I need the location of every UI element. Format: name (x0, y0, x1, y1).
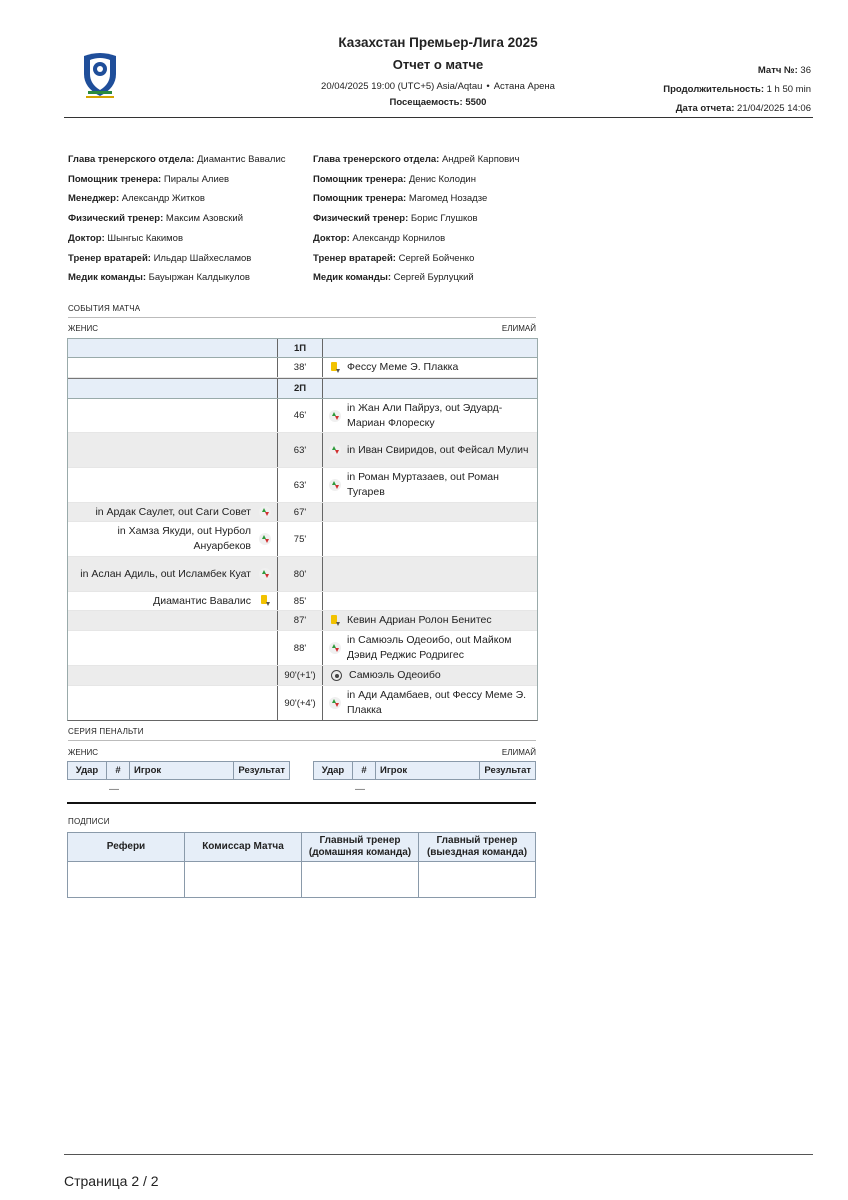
staff-name: Борис Глушков (410, 213, 478, 225)
away-staff-row (313, 249, 519, 269)
staff-name: Шынгыс Какимов (107, 232, 183, 244)
events-home-team: ЖЕНИС (68, 324, 99, 333)
home-event-cell (68, 557, 277, 591)
event-minute: 75' (277, 522, 323, 556)
period-label: 2П (277, 379, 323, 398)
event-text: in Самюэль Одеоибо, out Майком Дэвид Реджис Родригес (347, 634, 512, 661)
substitution-icon (329, 444, 341, 456)
home-event-cell (68, 399, 277, 432)
away-staff-list (313, 150, 519, 288)
event-minute: 88' (277, 631, 323, 665)
away-event-cell (323, 686, 537, 720)
event-minute: 63' (277, 468, 323, 502)
event-minute: 90'(+1') (277, 666, 323, 685)
away-staff-row (313, 268, 519, 288)
signature-header-away-coach: Главный тренер (выездная команда) (419, 833, 536, 862)
away-staff-row (313, 170, 519, 190)
away-staff-row (313, 150, 519, 170)
signature-box-home-coach (302, 862, 419, 898)
staff-name: Сергей Бойченко (398, 252, 475, 264)
staff-role: Медик команды: (313, 272, 391, 284)
event-text: in Ардак Саулет, out Саги Совет (95, 505, 251, 518)
home-event-cell (68, 631, 277, 665)
home-event-cell (68, 503, 277, 521)
match-meta (663, 61, 811, 118)
home-penalties-header-row (68, 762, 290, 780)
event-text: in Иван Свиридов, out Фейсал Мулич (347, 443, 529, 456)
separator: • (486, 81, 490, 92)
goal-ball-icon (331, 670, 342, 681)
away-staff-row (313, 209, 519, 229)
home-event-cell (68, 339, 277, 357)
match-duration (663, 80, 811, 99)
attendance-value: 5500 (465, 97, 487, 108)
column-header-number: # (107, 762, 130, 780)
staff-name: Диамантис Вавалис (196, 154, 286, 165)
staff-role: Тренер вратарей: (68, 252, 151, 264)
substitution-icon (329, 410, 341, 422)
event-row (68, 592, 537, 611)
event-row (68, 503, 537, 522)
column-header-result: Результат (234, 762, 290, 780)
duration-value: 1 h 50 min (766, 84, 811, 95)
home-staff-row (68, 170, 286, 190)
home-staff-row (68, 229, 286, 249)
event-row (68, 433, 537, 468)
signatures-section-title: ПОДПИСИ (68, 817, 110, 826)
event-text: in Жан Али Пайруз, out Эдуард-Мариан Флореску (347, 401, 503, 429)
staff-role: Доктор: (68, 232, 105, 244)
signature-header-referee: Рефери (68, 833, 185, 862)
report-header (238, 34, 638, 110)
staff-role: Тренер вратарей: (313, 252, 396, 264)
substitution-icon (259, 568, 271, 580)
event-minute: 90'(+4') (277, 686, 323, 720)
footer-divider (64, 1154, 813, 1155)
away-event-cell (323, 666, 537, 685)
penalties-home-team: ЖЕНИС (68, 748, 99, 757)
match-info (238, 80, 638, 94)
period-header-row (68, 339, 537, 358)
period-header-row (68, 378, 537, 399)
away-event-cell (323, 358, 537, 377)
home-staff-row (68, 268, 286, 288)
attendance-label: Посещаемость: (389, 97, 463, 108)
away-event-cell (323, 339, 537, 357)
home-event-cell (68, 468, 277, 502)
penalties-away-team: ЕЛИМАЙ (501, 748, 536, 757)
duration-label: Продолжительность: (663, 84, 764, 95)
event-text: in Роман Муртазаев, out Роман Тугарев (347, 471, 499, 498)
home-staff-list (68, 150, 286, 288)
home-event-cell (68, 686, 277, 720)
penalties-section-title: СЕРИЯ ПЕНАЛЬТИ (68, 727, 144, 736)
staff-name: Ильдар Шайхесламов (153, 252, 252, 264)
staff-role: Доктор: (313, 232, 350, 244)
away-staff-row (313, 229, 519, 249)
away-event-cell (323, 592, 537, 610)
event-text: in Ади Адамбаев, out Фессу Меме Э. Плакка (347, 689, 527, 716)
staff-name: Сергей Бурлуцкий (393, 272, 474, 284)
staff-role: Помощник тренера: (68, 173, 162, 185)
signatures-header-row (68, 833, 536, 862)
event-minute: 38' (277, 358, 323, 377)
staff-name: Александр Житков (121, 193, 205, 205)
staff-role: Глава тренерского отдела: (68, 154, 195, 165)
home-penalties-table (67, 761, 290, 780)
venue: Астана Арена (493, 81, 555, 92)
away-event-cell (323, 631, 537, 665)
attendance (238, 96, 638, 110)
staff-name: Денис Колодин (408, 173, 476, 185)
staff-name: Пиралы Алиев (163, 173, 230, 185)
yellow-card-icon (329, 615, 341, 627)
event-row (68, 358, 537, 378)
event-text: in Аслан Адиль, out Исламбек Куат (80, 567, 251, 580)
staff-name: Бауыржан Калдыкулов (148, 272, 250, 284)
staff-name: Магомед Нозадзе (408, 193, 488, 205)
home-staff-row (68, 189, 286, 209)
event-row (68, 468, 537, 503)
yellow-card-icon (329, 362, 341, 374)
substitution-icon (329, 642, 341, 654)
header-divider (64, 117, 813, 118)
signature-header-home-coach: Главный тренер (домашняя команда) (302, 833, 419, 862)
column-header-player: Игрок (376, 762, 480, 780)
staff-role: Менеджер: (68, 193, 120, 205)
column-header-number: # (353, 762, 376, 780)
event-minute: 85' (277, 592, 323, 610)
events-section-divider (68, 317, 536, 318)
page-number: Страница 2 / 2 (64, 1173, 159, 1189)
home-event-cell (68, 611, 277, 630)
column-header-shot: Удар (314, 762, 353, 780)
staff-name: Максим Азовский (165, 213, 244, 225)
away-event-cell (323, 468, 537, 502)
report-date (663, 99, 811, 118)
home-staff-row (68, 249, 286, 269)
home-event-cell (68, 522, 277, 556)
away-penalties-header-row (314, 762, 536, 780)
home-event-cell (68, 379, 277, 398)
away-event-cell (323, 503, 537, 521)
staff-name: Александр Корнилов (352, 232, 446, 244)
yellow-card-icon (259, 595, 271, 607)
substitution-icon (259, 533, 271, 545)
away-staff-row (313, 189, 519, 209)
staff-role: Помощник тренера: (313, 193, 407, 205)
substitution-icon (329, 479, 341, 491)
away-event-cell (323, 557, 537, 591)
away-event-cell (323, 379, 537, 398)
home-event-cell (68, 433, 277, 467)
substitution-icon (329, 697, 341, 709)
event-text: in Хамза Якуди, out Нурбол Ануарбеков (117, 525, 251, 552)
home-staff-row (68, 150, 286, 170)
home-staff-row (68, 209, 286, 229)
event-minute: 46' (277, 399, 323, 432)
signatures-blank-row (68, 862, 536, 898)
events-section-title: СОБЫТИЯ МАТЧА (68, 304, 141, 313)
event-row (68, 631, 537, 666)
staff-role: Помощник тренера: (313, 173, 407, 185)
event-row (68, 399, 537, 433)
event-row (68, 611, 537, 631)
report-title: Отчет о матче (392, 57, 484, 72)
column-header-shot: Удар (68, 762, 107, 780)
match-events-table (67, 338, 538, 721)
event-text: Самюэль Одеоибо (349, 669, 441, 681)
event-row (68, 522, 537, 557)
event-row (68, 666, 537, 686)
event-row (68, 686, 537, 720)
period-label: 1П (277, 339, 323, 357)
away-event-cell (323, 611, 537, 630)
signature-header-commissioner: Комиссар Матча (185, 833, 302, 862)
event-row (68, 557, 537, 592)
signature-box-referee (68, 862, 185, 898)
staff-role: Физический тренер: (313, 213, 409, 225)
away-event-cell (323, 522, 537, 556)
column-header-player: Игрок (130, 762, 234, 780)
staff-role: Физический тренер: (68, 213, 164, 225)
match-datetime: 20/04/2025 19:00 (UTC+5) Asia/Aqtau (321, 81, 483, 92)
staff-role: Медик команды: (68, 272, 146, 284)
away-event-cell (323, 399, 537, 432)
home-event-cell (68, 666, 277, 685)
home-event-cell (68, 358, 277, 377)
away-penalties-table (313, 761, 536, 780)
staff-role: Глава тренерского отдела: (313, 154, 440, 165)
event-minute: 63' (277, 433, 323, 467)
staff-name: Андрей Карпович (441, 154, 520, 165)
league-logo (78, 52, 122, 102)
away-penalties-empty: — (355, 784, 365, 795)
home-event-cell (68, 592, 277, 610)
penalties-bottom-rule (67, 802, 536, 804)
match-number (663, 61, 811, 80)
home-penalties-empty: — (109, 784, 119, 795)
event-text: Диамантис Вавалис (153, 594, 251, 607)
signature-box-away-coach (419, 862, 536, 898)
events-away-team: ЕЛИМАЙ (501, 324, 536, 333)
report-date-value: 21/04/2025 14:06 (737, 103, 811, 114)
signature-box-commissioner (185, 862, 302, 898)
away-event-cell (323, 433, 537, 467)
substitution-icon (259, 506, 271, 518)
event-minute: 80' (277, 557, 323, 591)
event-text: Фессу Меме Э. Плакка (347, 361, 459, 373)
signatures-table (67, 832, 536, 898)
match-number-label: Матч №: (757, 65, 798, 76)
penalties-section-divider (68, 740, 536, 741)
league-name: Казахстан Премьер-Лига 2025 (338, 35, 538, 50)
report-date-label: Дата отчета: (675, 103, 735, 114)
event-minute: 67' (277, 503, 323, 521)
event-minute: 87' (277, 611, 323, 630)
event-text: Кевин Адриан Ролон Бенитес (347, 614, 492, 626)
column-header-result: Результат (480, 762, 536, 780)
match-number-value: 36 (800, 65, 811, 76)
